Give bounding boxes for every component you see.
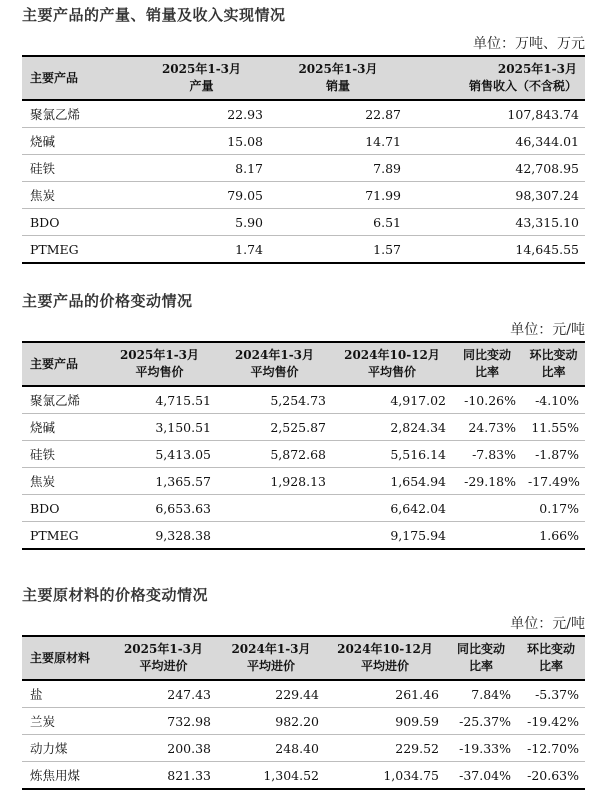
section-raw-material-prices bbox=[22, 584, 585, 790]
product-name: 焦炭 bbox=[22, 182, 134, 209]
raw-material-price-table bbox=[22, 635, 585, 790]
price-2024q4: 6,642.04 bbox=[332, 495, 452, 522]
table-row bbox=[22, 495, 585, 522]
product-name: 硅铁 bbox=[22, 155, 134, 182]
qoq-change: 0.17% bbox=[522, 495, 585, 522]
table-row bbox=[22, 209, 585, 236]
header-cell: 同比变动 比率 bbox=[445, 636, 517, 680]
table-row bbox=[22, 414, 585, 441]
section-title: 主要产品的产量、销量及收入实现情况 bbox=[22, 6, 286, 24]
sales-value: 22.87 bbox=[269, 100, 407, 128]
yoy-change: -7.83% bbox=[452, 441, 522, 468]
qoq-change: -19.42% bbox=[517, 708, 585, 735]
header-cell: 主要原材料 bbox=[22, 636, 110, 680]
qoq-change: -12.70% bbox=[517, 735, 585, 762]
revenue-value: 42,708.95 bbox=[407, 155, 585, 182]
price-2024q1: 2,525.87 bbox=[217, 414, 332, 441]
table-row bbox=[22, 762, 585, 790]
header-cell: 环比变动 比率 bbox=[517, 636, 585, 680]
price-2025q1: 3,150.51 bbox=[102, 414, 217, 441]
table-row bbox=[22, 708, 585, 735]
sales-value: 71.99 bbox=[269, 182, 407, 209]
yoy-change: -19.33% bbox=[445, 735, 517, 762]
output-value: 15.08 bbox=[134, 128, 269, 155]
unit-label: 单位：元/吨 bbox=[510, 616, 585, 632]
material-name: 炼焦用煤 bbox=[22, 762, 110, 790]
output-value: 22.93 bbox=[134, 100, 269, 128]
table-row bbox=[22, 468, 585, 495]
material-name: 兰炭 bbox=[22, 708, 110, 735]
table-row bbox=[22, 155, 585, 182]
revenue-value: 107,843.74 bbox=[407, 100, 585, 128]
output-value: 79.05 bbox=[134, 182, 269, 209]
sales-value: 14.71 bbox=[269, 128, 407, 155]
price-2024q1: 1,304.52 bbox=[217, 762, 325, 790]
table-row bbox=[22, 182, 585, 209]
price-2024q1 bbox=[217, 495, 332, 522]
price-2024q4: 909.59 bbox=[325, 708, 445, 735]
table-row bbox=[22, 680, 585, 708]
qoq-change: 11.55% bbox=[522, 414, 585, 441]
yoy-change: 24.73% bbox=[452, 414, 522, 441]
price-2024q4: 4,917.02 bbox=[332, 386, 452, 414]
price-2025q1: 200.38 bbox=[110, 735, 217, 762]
material-name: 动力煤 bbox=[22, 735, 110, 762]
production-sales-table bbox=[22, 55, 585, 264]
yoy-change: -29.18% bbox=[452, 468, 522, 495]
header-cell: 主要产品 bbox=[22, 56, 134, 100]
header-cell: 2025年1-3月 平均售价 bbox=[102, 342, 217, 386]
material-name: 盐 bbox=[22, 680, 110, 708]
price-2025q1: 4,715.51 bbox=[102, 386, 217, 414]
product-price-table bbox=[22, 341, 585, 550]
price-2024q1 bbox=[217, 522, 332, 550]
price-2025q1: 247.43 bbox=[110, 680, 217, 708]
price-2024q1: 982.20 bbox=[217, 708, 325, 735]
table-row bbox=[22, 522, 585, 550]
price-2024q1: 1,928.13 bbox=[217, 468, 332, 495]
yoy-change bbox=[452, 522, 522, 550]
product-name: 聚氯乙烯 bbox=[22, 100, 134, 128]
yoy-change: -37.04% bbox=[445, 762, 517, 790]
table-row bbox=[22, 386, 585, 414]
qoq-change: -17.49% bbox=[522, 468, 585, 495]
yoy-change bbox=[452, 495, 522, 522]
price-2025q1: 821.33 bbox=[110, 762, 217, 790]
revenue-value: 98,307.24 bbox=[407, 182, 585, 209]
product-name: 聚氯乙烯 bbox=[22, 386, 102, 414]
header-cell: 2024年1-3月 平均售价 bbox=[217, 342, 332, 386]
header-row bbox=[22, 636, 585, 680]
output-value: 5.90 bbox=[134, 209, 269, 236]
price-2024q1: 229.44 bbox=[217, 680, 325, 708]
header-cell: 2024年1-3月 平均进价 bbox=[217, 636, 325, 680]
header-cell: 同比变动 比率 bbox=[452, 342, 522, 386]
qoq-change: -5.37% bbox=[517, 680, 585, 708]
qoq-change: -1.87% bbox=[522, 441, 585, 468]
qoq-change: -4.10% bbox=[522, 386, 585, 414]
output-value: 8.17 bbox=[134, 155, 269, 182]
yoy-change: -25.37% bbox=[445, 708, 517, 735]
table-row bbox=[22, 735, 585, 762]
unit-label: 单位：元/吨 bbox=[510, 322, 585, 338]
section-title: 主要原材料的价格变动情况 bbox=[22, 586, 209, 604]
price-2024q1: 248.40 bbox=[217, 735, 325, 762]
output-value: 1.74 bbox=[134, 236, 269, 264]
price-2024q4: 1,654.94 bbox=[332, 468, 452, 495]
price-2024q1: 5,872.68 bbox=[217, 441, 332, 468]
price-2024q4: 261.46 bbox=[325, 680, 445, 708]
revenue-value: 46,344.01 bbox=[407, 128, 585, 155]
header-cell: 2025年1-3月 销售收入（不含税） bbox=[407, 56, 585, 100]
table-row bbox=[22, 236, 585, 264]
header-row bbox=[22, 56, 585, 100]
qoq-change: 1.66% bbox=[522, 522, 585, 550]
sales-value: 6.51 bbox=[269, 209, 407, 236]
product-name: BDO bbox=[22, 495, 102, 522]
header-cell: 2025年1-3月 销量 bbox=[269, 56, 407, 100]
price-2024q4: 9,175.94 bbox=[332, 522, 452, 550]
product-name: BDO bbox=[22, 209, 134, 236]
price-2024q4: 1,034.75 bbox=[325, 762, 445, 790]
sales-value: 1.57 bbox=[269, 236, 407, 264]
product-name: 烧碱 bbox=[22, 414, 102, 441]
unit-label: 单位：万吨、万元 bbox=[473, 36, 585, 52]
header-cell: 2024年10-12月 平均售价 bbox=[332, 342, 452, 386]
sales-value: 7.89 bbox=[269, 155, 407, 182]
product-name: 烧碱 bbox=[22, 128, 134, 155]
price-2024q4: 5,516.14 bbox=[332, 441, 452, 468]
section-product-prices bbox=[22, 290, 585, 550]
price-2025q1: 6,653.63 bbox=[102, 495, 217, 522]
header-cell: 主要产品 bbox=[22, 342, 102, 386]
price-2024q1: 5,254.73 bbox=[217, 386, 332, 414]
price-2024q4: 229.52 bbox=[325, 735, 445, 762]
price-2025q1: 1,365.57 bbox=[102, 468, 217, 495]
section-production-sales bbox=[22, 4, 585, 264]
product-name: PTMEG bbox=[22, 236, 134, 264]
section-title: 主要产品的价格变动情况 bbox=[22, 292, 193, 310]
table-row bbox=[22, 100, 585, 128]
qoq-change: -20.63% bbox=[517, 762, 585, 790]
product-name: 硅铁 bbox=[22, 441, 102, 468]
yoy-change: 7.84% bbox=[445, 680, 517, 708]
header-cell: 2024年10-12月 平均进价 bbox=[325, 636, 445, 680]
header-cell: 环比变动 比率 bbox=[522, 342, 585, 386]
table-row bbox=[22, 441, 585, 468]
revenue-value: 43,315.10 bbox=[407, 209, 585, 236]
price-2025q1: 732.98 bbox=[110, 708, 217, 735]
header-row bbox=[22, 342, 585, 386]
table-row bbox=[22, 128, 585, 155]
revenue-value: 14,645.55 bbox=[407, 236, 585, 264]
product-name: PTMEG bbox=[22, 522, 102, 550]
yoy-change: -10.26% bbox=[452, 386, 522, 414]
price-2024q4: 2,824.34 bbox=[332, 414, 452, 441]
price-2025q1: 9,328.38 bbox=[102, 522, 217, 550]
product-name: 焦炭 bbox=[22, 468, 102, 495]
header-cell: 2025年1-3月 平均进价 bbox=[110, 636, 217, 680]
price-2025q1: 5,413.05 bbox=[102, 441, 217, 468]
header-cell: 2025年1-3月 产量 bbox=[134, 56, 269, 100]
